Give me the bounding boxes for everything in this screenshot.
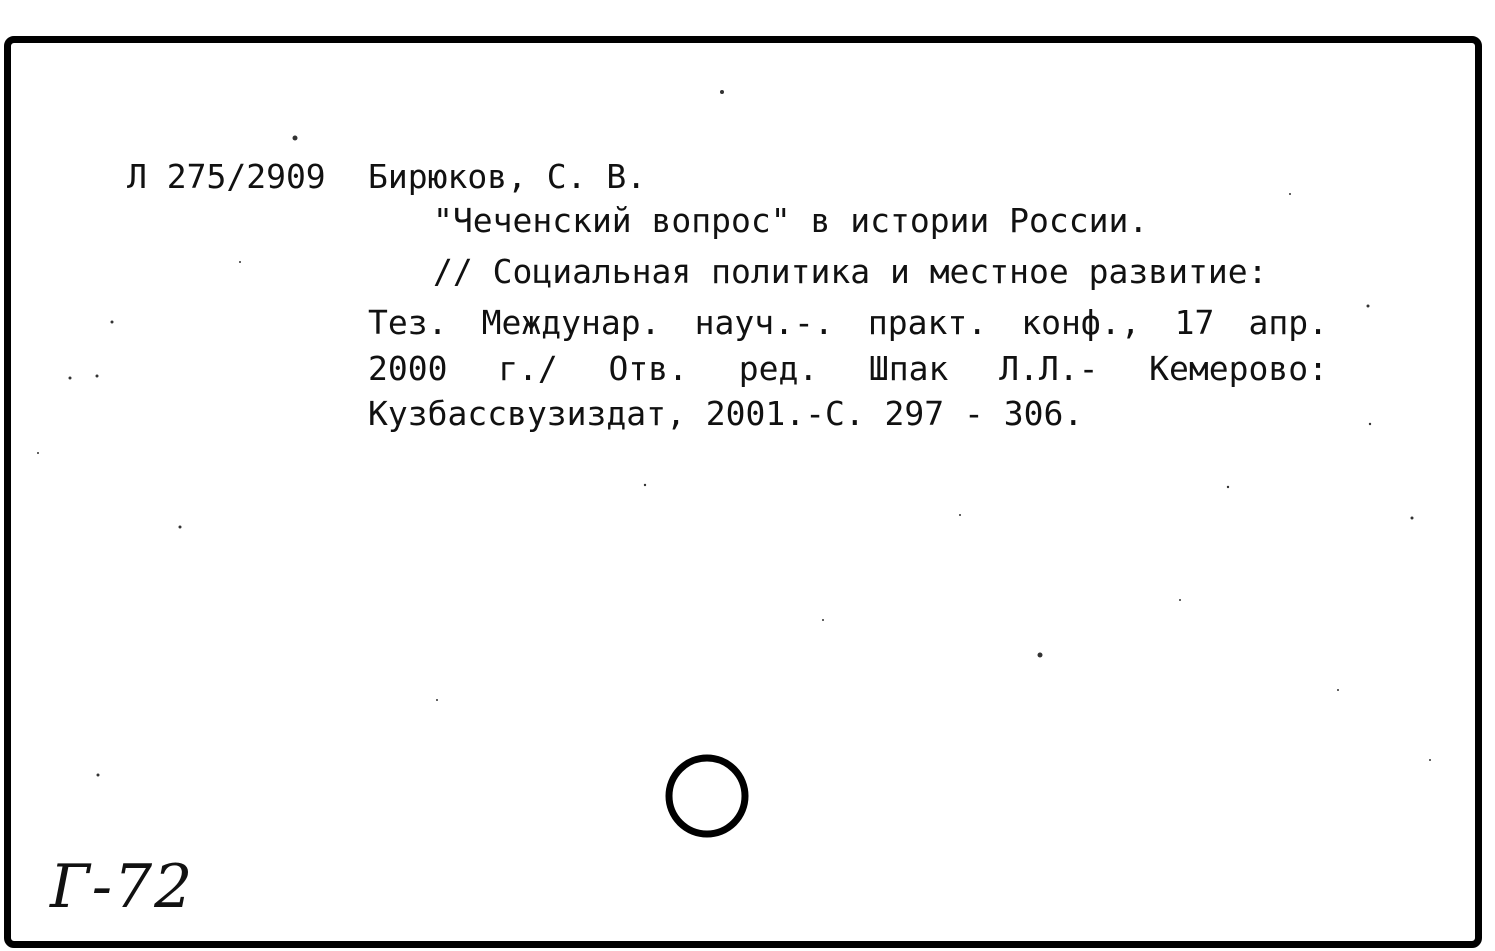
imprint-line: Тез. Междунар. науч.-. практ. конф., 17 апр.	[368, 303, 1328, 342]
author-name: Бирюков, С. В.	[368, 157, 647, 196]
handwritten-code: Г-72	[50, 852, 195, 922]
shelf-mark: Л 275/2909	[127, 157, 326, 196]
imprint-block	[368, 300, 1328, 437]
imprint-line: Кузбассвузиздат, 2001.-С. 297 - 306.	[368, 394, 1084, 433]
imprint-line: 2000 г./ Отв. ред. Шпак Л.Л.- Кемерово:	[368, 348, 1328, 388]
punch-hole	[664, 753, 750, 839]
source-line: // Социальная политика и местное развитие:	[433, 252, 1268, 291]
work-title: "Чеченский вопрос" в истории России.	[433, 201, 1149, 240]
